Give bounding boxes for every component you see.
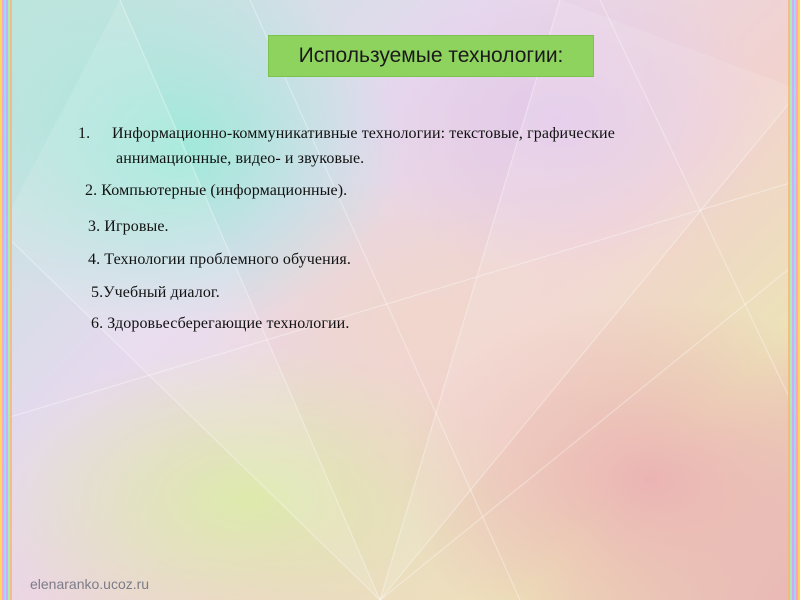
slide-title: Используемые технологии: bbox=[298, 44, 564, 67]
slide-title-box bbox=[268, 35, 594, 77]
watermark-text: elenaranko.ucoz.ru bbox=[30, 576, 150, 592]
list-item-1-text: Информационно-коммуникативные технологии: текстовые, графические bbox=[112, 125, 615, 142]
list-item-6: 6. Здоровьесберегающие технологии. bbox=[91, 315, 350, 332]
list-item-5: 5.Учебный диалог. bbox=[91, 284, 220, 301]
list-item-2: 2. Компьютерные (информационные). bbox=[85, 182, 348, 199]
rainbow-stripe-right bbox=[788, 0, 800, 600]
rainbow-stripe-left bbox=[0, 0, 12, 600]
list-item-1 bbox=[78, 125, 615, 143]
list-item-3: 3. Игровые. bbox=[88, 218, 169, 235]
list-item-4: 4. Технологии проблемного обучения. bbox=[88, 251, 351, 268]
list-item-1-continuation: аннимационные, видео- и звуковые. bbox=[116, 150, 365, 167]
list-item-1-number: 1. bbox=[78, 125, 91, 142]
